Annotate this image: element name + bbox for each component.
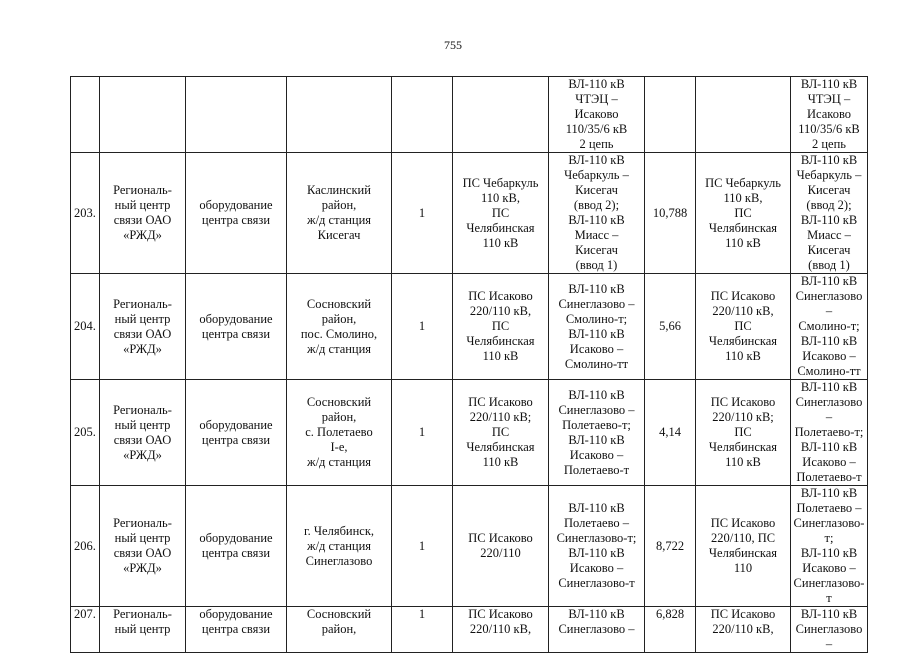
substation-cell: ПС Исаково 220/110 кВ; ПС Челябинская 110 кВ	[453, 380, 549, 486]
substation-alt-cell: ПС Чебаркуль 110 кВ, ПС Челябинская 110 кВ	[696, 153, 791, 274]
row-number: 207.	[71, 607, 100, 653]
power-line-alt-cell: ВЛ-110 кВ Синеглазово – Полетаево-т; ВЛ-110 кВ Исаково – Полетаево-т	[791, 380, 868, 486]
location-cell: Сосновский район, пос. Смолино, ж/д станция	[287, 274, 392, 380]
page-number: 755	[444, 38, 462, 52]
organization-cell: Региональ- ный центр связи ОАО «РЖД»	[100, 380, 186, 486]
organization-cell: Региональ- ный центр	[100, 607, 186, 653]
table-row	[71, 380, 868, 486]
object-cell: оборудование центра связи	[186, 607, 287, 653]
table-row	[71, 153, 868, 274]
distance-cell	[645, 77, 696, 153]
substation-cell	[453, 77, 549, 153]
row-number: 203.	[71, 153, 100, 274]
power-line-alt-cell: ВЛ-110 кВ Полетаево – Синеглазово-т; ВЛ-110 кВ Исаково – Синеглазово-т	[791, 486, 868, 607]
organization-cell: Региональ- ный центр связи ОАО «РЖД»	[100, 486, 186, 607]
row-number: 206.	[71, 486, 100, 607]
power-line-cell: ВЛ-110 кВ Полетаево – Синеглазово-т; ВЛ-110 кВ Исаково – Синеглазово-т	[549, 486, 645, 607]
distance-cell: 10,788	[645, 153, 696, 274]
location-cell: г. Челябинск, ж/д станция Синеглазово	[287, 486, 392, 607]
row-number: 205.	[71, 380, 100, 486]
substation-cell: ПС Исаково 220/110 кВ, ПС Челябинская 110 кВ	[453, 274, 549, 380]
table-row	[71, 486, 868, 607]
object-cell: оборудование центра связи	[186, 274, 287, 380]
category-cell: 1	[392, 274, 453, 380]
substation-cell: ПС Чебаркуль 110 кВ, ПС Челябинская 110 кВ	[453, 153, 549, 274]
distance-cell: 8,722	[645, 486, 696, 607]
object-cell	[186, 77, 287, 153]
distance-cell: 6,828	[645, 607, 696, 653]
category-cell: 1	[392, 607, 453, 653]
power-line-cell: ВЛ-110 кВ ЧТЭЦ – Исаково 110/35/6 кВ 2 цепь	[549, 77, 645, 153]
power-line-alt-cell: ВЛ-110 кВ Чебаркуль – Кисегач (ввод 2); ВЛ-110 кВ Миасс – Кисегач (ввод 1)	[791, 153, 868, 274]
table-row	[71, 607, 868, 653]
substation-alt-cell: ПС Исаково 220/110 кВ, ПС Челябинская 110 кВ	[696, 274, 791, 380]
power-supply-table	[70, 76, 868, 653]
power-line-cell: ВЛ-110 кВ Синеглазово – Полетаево-т; ВЛ-110 кВ Исаково – Полетаево-т	[549, 380, 645, 486]
location-cell	[287, 77, 392, 153]
power-line-alt-cell: ВЛ-110 кВ ЧТЭЦ – Исаково 110/35/6 кВ 2 цепь	[791, 77, 868, 153]
organization-cell	[100, 77, 186, 153]
row-number	[71, 77, 100, 153]
power-line-cell: ВЛ-110 кВ Синеглазово –	[549, 607, 645, 653]
table-row	[71, 77, 868, 153]
power-line-cell: ВЛ-110 кВ Синеглазово – Смолино-т; ВЛ-110 кВ Исаково – Смолино-тт	[549, 274, 645, 380]
substation-cell: ПС Исаково 220/110	[453, 486, 549, 607]
row-number: 204.	[71, 274, 100, 380]
location-cell: Сосновский район, с. Полетаево I-е, ж/д станция	[287, 380, 392, 486]
table-row	[71, 274, 868, 380]
substation-alt-cell: ПС Исаково 220/110 кВ,	[696, 607, 791, 653]
power-line-alt-cell: ВЛ-110 кВ Синеглазово – Смолино-т; ВЛ-110 кВ Исаково – Смолино-тт	[791, 274, 868, 380]
object-cell: оборудование центра связи	[186, 486, 287, 607]
location-cell: Каслинский район, ж/д станция Кисегач	[287, 153, 392, 274]
category-cell: 1	[392, 380, 453, 486]
category-cell: 1	[392, 486, 453, 607]
object-cell: оборудование центра связи	[186, 380, 287, 486]
power-line-cell: ВЛ-110 кВ Чебаркуль – Кисегач (ввод 2); ВЛ-110 кВ Миасс – Кисегач (ввод 1)	[549, 153, 645, 274]
substation-alt-cell: ПС Исаково 220/110 кВ; ПС Челябинская 110 кВ	[696, 380, 791, 486]
distance-cell: 5,66	[645, 274, 696, 380]
category-cell: 1	[392, 153, 453, 274]
substation-alt-cell	[696, 77, 791, 153]
location-cell: Сосновский район,	[287, 607, 392, 653]
distance-cell: 4,14	[645, 380, 696, 486]
organization-cell: Региональ- ный центр связи ОАО «РЖД»	[100, 274, 186, 380]
category-cell	[392, 77, 453, 153]
substation-cell: ПС Исаково 220/110 кВ,	[453, 607, 549, 653]
power-line-alt-cell: ВЛ-110 кВ Синеглазово –	[791, 607, 868, 653]
organization-cell: Региональ- ный центр связи ОАО «РЖД»	[100, 153, 186, 274]
object-cell: оборудование центра связи	[186, 153, 287, 274]
substation-alt-cell: ПС Исаково 220/110, ПС Челябинская 110	[696, 486, 791, 607]
